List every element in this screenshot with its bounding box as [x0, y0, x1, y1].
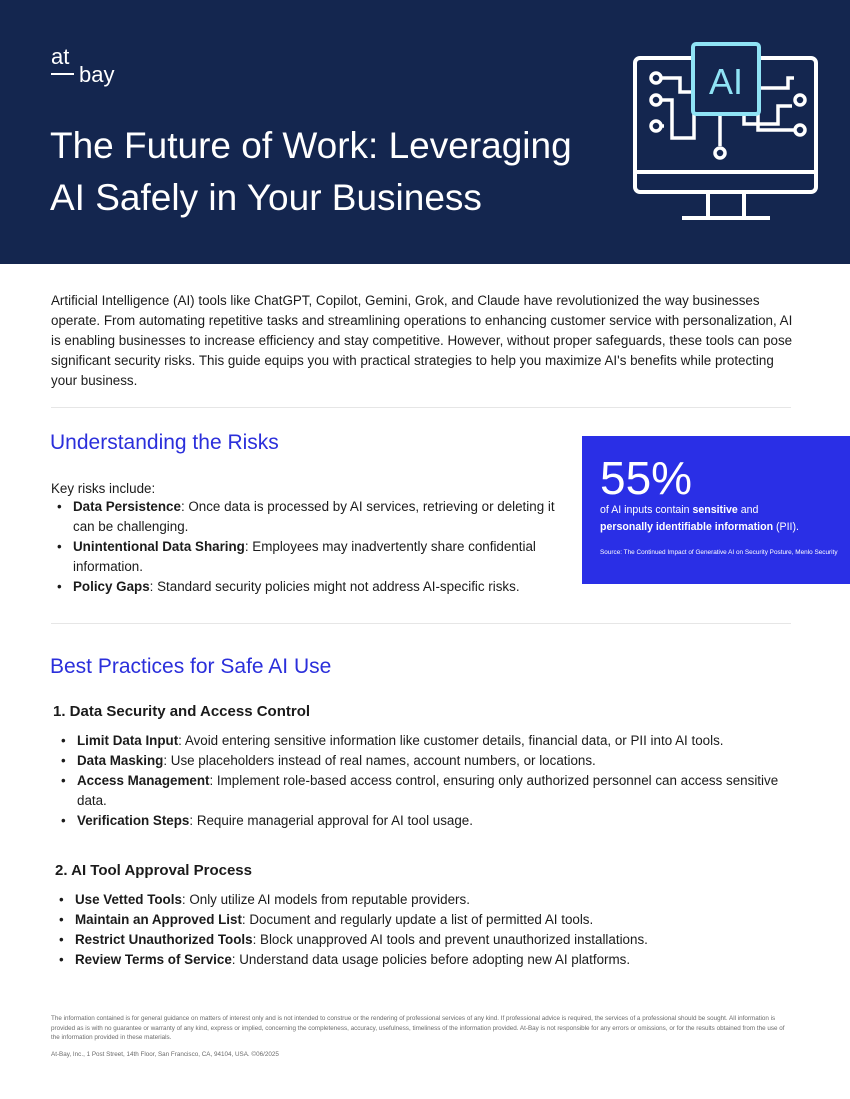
- list-item: [55, 771, 785, 811]
- list-item-term: Use Vetted Tools: [75, 892, 182, 907]
- title-line-1: The Future of Work: Leveraging: [50, 125, 572, 166]
- risks-intro: Key risks include:: [51, 481, 156, 496]
- list-item-text: : Once data is processed by AI services, retrieving or deleting it can be challenging.: [73, 499, 555, 534]
- logo-underline: [51, 73, 74, 75]
- stat-desc-text: of AI inputs contain: [600, 504, 693, 516]
- list-item-text: : Use placeholders instead of real names, account numbers, or locations.: [163, 753, 596, 768]
- list-item-term: Limit Data Input: [77, 733, 179, 748]
- list-item: [51, 497, 571, 537]
- list-item-term: Policy Gaps: [73, 579, 150, 594]
- logo-bay-text: bay: [79, 62, 115, 87]
- section-divider: [51, 623, 791, 624]
- best-practices-heading: Best Practices for Safe AI Use: [50, 655, 332, 678]
- list-item-text: : Implement role-based access control, ensuring only authorized personnel can access sensitive data.: [77, 773, 779, 808]
- list-item-term: Unintentional Data Sharing: [73, 539, 245, 554]
- stat-desc-emphasis: sensitive: [692, 504, 738, 516]
- list-item-term: Verification Steps: [77, 813, 190, 828]
- list-item: [51, 537, 571, 577]
- list-item-text: : Block unapproved AI tools and prevent unauthorized installations.: [252, 932, 648, 947]
- list-item-term: Restrict Unauthorized Tools: [75, 932, 253, 947]
- list-item-term: Data Masking: [77, 753, 164, 768]
- list-item: [53, 890, 783, 910]
- page-title: [50, 120, 610, 224]
- monitor-circuit-icon: [628, 38, 824, 224]
- stat-source: Source: The Continued Impact of Generative AI on Security Posture, Menlo Security: [600, 549, 838, 556]
- title-line-2: AI Safely in Your Business: [50, 177, 482, 218]
- risks-list: [51, 497, 571, 597]
- list-item: [55, 751, 785, 771]
- list-item-term: Maintain an Approved List: [75, 912, 242, 927]
- footer-disclaimer: The information contained is for general guidance on matters of interest only and is not intended to construe or the rendering of professional services of any kind. If professional advice is required, the services of a professional should be sought. All information is provided as is with no guarantee or warranty of any kind, express or implied, concerning the completeness, accuracy, usefulness, timeliness of the information provided. At-Bay is not responsible for any errors or omissions, or for the results obtained from the use of the information provided in these materials.: [51, 1015, 785, 1042]
- stat-callout: [582, 436, 850, 584]
- list-item: [53, 930, 783, 950]
- list-item: [51, 577, 571, 597]
- section-2-title: 2. AI Tool Approval Process: [55, 862, 252, 879]
- list-item-term: Access Management: [77, 773, 210, 788]
- list-item-text: : Document and regularly update a list of permitted AI tools.: [241, 912, 594, 927]
- list-item-text: : Avoid entering sensitive information like customer details, financial data, or PII into AI tools.: [178, 733, 724, 748]
- logo-at-text: at: [51, 44, 70, 69]
- list-item: [55, 811, 785, 831]
- list-item-text: : Understand data usage policies before adopting new AI platforms.: [231, 952, 631, 967]
- list-item: [55, 731, 785, 751]
- list-item-term: Review Terms of Service: [75, 952, 232, 967]
- header-banner: [0, 0, 850, 264]
- list-item-text: : Only utilize AI models from reputable providers.: [181, 892, 470, 907]
- stat-desc-emphasis: personally identifiable information: [600, 521, 774, 533]
- section-divider: [51, 407, 791, 408]
- ai-chip-label: AI: [708, 61, 744, 102]
- risks-heading: Understanding the Risks: [50, 431, 279, 454]
- list-item: [53, 950, 783, 970]
- section-1-list: [55, 731, 785, 831]
- intro-paragraph: Artificial Intelligence (AI) tools like ChatGPT, Copilot, Gemini, Grok, and Claude have revolutionized the way businesses operate. From automating repetitive tasks and streamlining operations to enhancing customer service with personalization, AI is enabling businesses to increase efficiency and stay competitive. However, without proper safeguards, these tools can pose significant security risks. This guide equips you with practical strategies to help you maximize AI's benefits while protecting your business.: [51, 293, 793, 388]
- stat-number: 55%: [600, 452, 693, 504]
- list-item-term: Data Persistence: [73, 499, 181, 514]
- list-item-text: : Employees may inadvertently share confidential information.: [73, 539, 536, 574]
- stat-description: [600, 502, 840, 536]
- section-1-title: 1. Data Security and Access Control: [53, 703, 311, 720]
- stat-desc-text: and: [737, 504, 759, 516]
- section-2-list: [53, 890, 783, 970]
- stat-desc-text: (PII).: [773, 521, 799, 533]
- list-item-text: : Standard security policies might not address AI-specific risks.: [149, 579, 520, 594]
- list-item-text: : Require managerial approval for AI tool usage.: [189, 813, 473, 828]
- list-item: [53, 910, 783, 930]
- footer-address: At-Bay, Inc., 1 Post Street, 14th Floor, San Francisco, CA, 94104, USA. ©06/2025: [51, 1051, 279, 1058]
